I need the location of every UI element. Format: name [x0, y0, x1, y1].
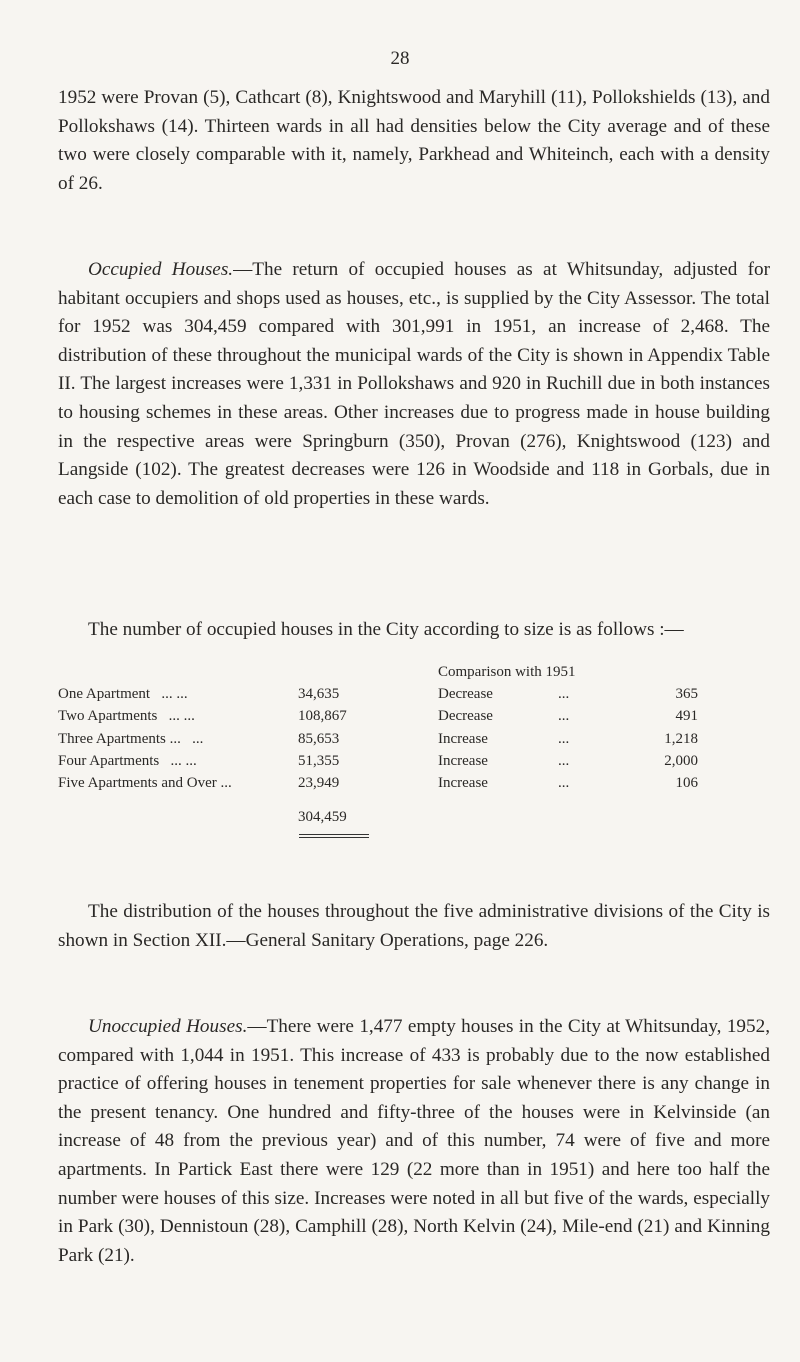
table-total-row — [58, 809, 770, 831]
row-change: Increase — [438, 774, 488, 791]
paragraph-text: 1952 were Provan (5), Cathcart (8), Knightswood and Maryhill (11), Pollokshields (13), and Pollokshaws (14). Thirteen wards in all had densities below the City average and of these two were closely comparable with it, namely, Parkhead and Whiteinch, each with a density of 26. — [58, 87, 770, 194]
row-change: Increase — [438, 752, 488, 769]
row-leader: ... — [192, 730, 204, 747]
paragraph-unoccupied-houses — [58, 1013, 770, 1270]
row-count: 23,949 — [298, 774, 340, 791]
paragraph-text: The distribution of the houses throughout the five administrative divisions of the City is shown in Section XII.—General Sanitary Operations, page 226. — [58, 901, 770, 951]
paragraph-text: —The return of occupied houses as at Whitsunday, adjusted for habitant occupiers and shops used as houses, etc., is supplied by the City Assessor. The total for 1952 was 304,459 compared with 301,991 in 1951, an increase of 2,468. The distribution of these throughout the municipal wards of the City is shown in Appendix Table II. The largest increases were 1,331 in Pollokshaws and 920 in Ruchill due in both instances to housing schemes in these areas. Other increases due to progress made in house building in the respective areas were Springburn (350), Provan (276), Knightswood (123) and Langside (102). The greatest decreases were 126 in Woodside and 118 in Gorbals, due in each case to demolition of old properties in these wards. — [58, 259, 770, 509]
table-row — [58, 775, 770, 797]
paragraph-occupied-houses — [58, 256, 770, 513]
row-change: Increase — [438, 730, 488, 747]
row-leader: ... ... — [168, 708, 195, 725]
page-number: 28 — [390, 48, 410, 69]
row-label: Three Apartments ... — [58, 730, 181, 747]
row-change: Decrease — [438, 708, 493, 725]
row-leader: ... ... — [161, 686, 188, 703]
table-row — [58, 731, 770, 753]
row-change-leader: ... — [558, 708, 570, 725]
total-double-rule — [299, 834, 369, 835]
row-change-value: 365 — [675, 686, 698, 703]
row-leader: ... ... — [170, 752, 197, 769]
row-change: Decrease — [438, 686, 493, 703]
paragraph-text: —There were 1,477 empty houses in the City at Whitsunday, 1952, compared with 1,044 in 1951. This increase of 433 is probably due to the now established practice of offering houses in tenement properties for sale whenever there is any change in the present tenancy. One hundred and fifty-three of the houses were in Kelvinside (an increase of 48 from the previous year) and of this number, 74 were of five and more apartments. In Partick East there were 129 (22 more than in 1951) and here too half the number were houses of this size. Increases were noted in all but five of the wards, especially in Park (30), Dennistoun (28), Camphill (28), North Kelvin (24), Mile-end (21) and Kinning Park (21). — [58, 1016, 770, 1266]
table-row — [58, 708, 770, 730]
row-change-leader: ... — [558, 752, 570, 769]
row-count: 85,653 — [298, 730, 340, 747]
paragraph-number-by-size — [58, 616, 770, 645]
row-label: Two Apartments — [58, 708, 158, 725]
table-row — [58, 686, 770, 708]
paragraph-distribution — [58, 898, 770, 955]
section-heading: Occupied Houses. — [88, 259, 234, 280]
row-count: 34,635 — [298, 686, 340, 703]
row-count: 108,867 — [298, 708, 347, 725]
table-row — [58, 753, 770, 775]
paragraph-text: The number of occupied houses in the City according to size is as follows :— — [88, 619, 684, 640]
total-count: 304,459 — [298, 809, 347, 826]
row-change-leader: ... — [558, 774, 570, 791]
row-change-value: 2,000 — [664, 752, 698, 769]
row-label: Four Apartments — [58, 752, 160, 769]
row-label: Five Apartments and Over ... — [58, 774, 232, 791]
row-label: One Apartment — [58, 686, 151, 703]
total-double-rule — [299, 837, 369, 838]
row-change-value: 491 — [675, 708, 698, 725]
section-heading: Unoccupied Houses. — [88, 1016, 248, 1037]
row-count: 51,355 — [298, 752, 340, 769]
row-change-value: 106 — [675, 774, 698, 791]
row-change-leader: ... — [558, 686, 570, 703]
houses-by-size-table — [58, 664, 770, 831]
row-change-value: 1,218 — [664, 730, 698, 747]
paragraph-wards-density — [58, 84, 770, 198]
table-header-row — [58, 664, 770, 686]
comparison-header: Comparison with 1951 — [438, 664, 576, 680]
row-change-leader: ... — [558, 730, 570, 747]
